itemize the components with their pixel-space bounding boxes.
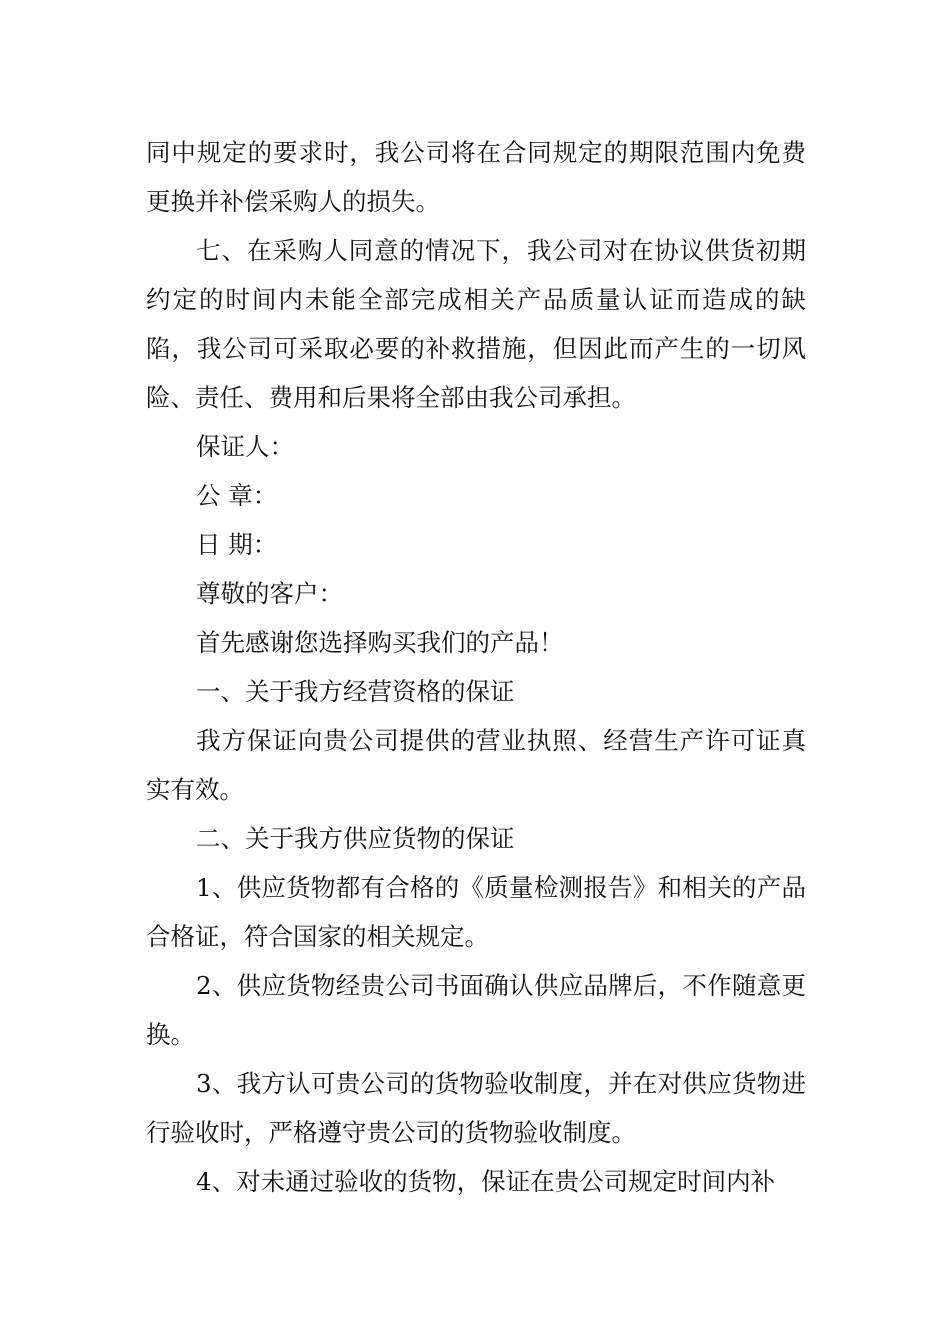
document-page: [146, 128, 806, 1206]
section-heading-goods: 二、关于我方供应货物的保证: [196, 824, 515, 853]
salutation: 尊敬的客户：: [196, 579, 343, 608]
thanks-line: 首先感谢您选择购买我们的产品！: [196, 628, 564, 657]
paragraph-continuation: 同中规定的要求时，我公司将在合同规定的期限范围内免费更换并补偿采购人的损失。: [146, 138, 806, 216]
seal-label: 公 章：: [196, 481, 278, 510]
list-item-3: 3、我方认可贵公司的货物验收制度，并在对供应货物进行验收时，严格遵守贵公司的货物验收制度。: [146, 1069, 806, 1147]
date-label: 日 期：: [196, 530, 278, 559]
list-item-4: 4、对未通过验收的货物，保证在贵公司规定时间内补: [196, 1167, 776, 1196]
section-heading-qualification: 一、关于我方经营资格的保证: [196, 677, 515, 706]
list-item-2: 2、供应货物经贵公司书面确认供应品牌后，不作随意更换。: [146, 971, 806, 1049]
paragraph-license: 我方保证向贵公司提供的营业执照、经营生产许可证真实有效。: [146, 726, 806, 804]
paragraph-clause-seven: 七、在采购人同意的情况下，我公司对在协议供货初期约定的时间内未能全部完成相关产品质量认证而造成的缺陷，我公司可采取必要的补救措施，但因此而产生的一切风险、责任、费用和后果将全部由我公司承担。: [146, 236, 806, 412]
guarantor-label: 保证人：: [196, 432, 294, 461]
list-item-1: 1、供应货物都有合格的《质量检测报告》和相关的产品合格证，符合国家的相关规定。: [146, 873, 806, 951]
